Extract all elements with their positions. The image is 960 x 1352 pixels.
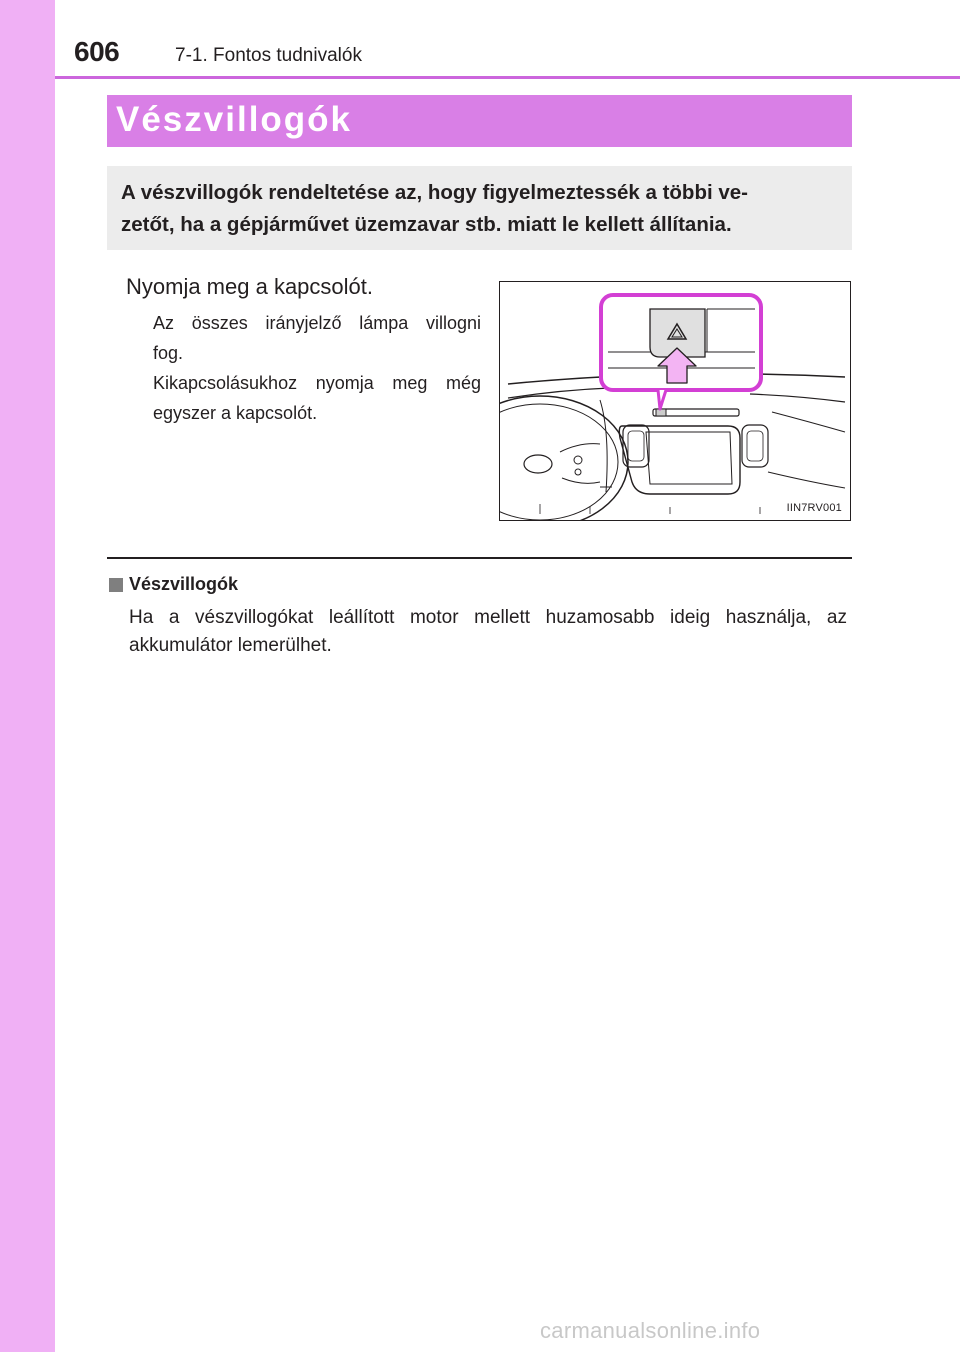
step-details <box>153 308 481 428</box>
intro-text: A vészvillogók rendeltetése az, hogy figyelmeztessék a többi ve- zetőt, ha a gépjárművet üzemzavar stb. miatt le kellett állítania. <box>121 181 748 236</box>
side-band <box>0 0 55 1352</box>
steering-wheel-icon <box>500 396 628 521</box>
section-rule <box>107 557 852 559</box>
note-body: Ha a vészvillogókat leállított motor mellett huzamosabb ideig használja, az akkumulátor lemerülhet. <box>129 607 847 656</box>
dashboard-figure <box>499 281 851 521</box>
note-square-icon <box>109 578 123 592</box>
step-detail-1b: fog. <box>153 343 184 363</box>
note-title: Vészvillogók <box>129 574 239 594</box>
figure-code: IIN7RV001 <box>786 502 842 514</box>
dashboard-illustration <box>500 282 851 521</box>
step-instruction: Nyomja meg a kapcsolót. <box>126 274 373 299</box>
step-detail-2b: egyszer a kapcsolót. <box>153 403 318 423</box>
chapter-title: 7-1. Fontos tudnivalók <box>175 45 362 66</box>
watermark: carmanualsonline.info <box>540 1318 761 1343</box>
step-detail-1a: Az összes irányjelző lámpa villogni <box>153 313 481 333</box>
header-rule <box>55 76 960 79</box>
page-number: 606 <box>74 36 120 67</box>
step-detail-2a: Kikapcsolásukhoz nyomja meg még <box>153 373 481 393</box>
section-title: Vészvillogók <box>116 100 353 139</box>
